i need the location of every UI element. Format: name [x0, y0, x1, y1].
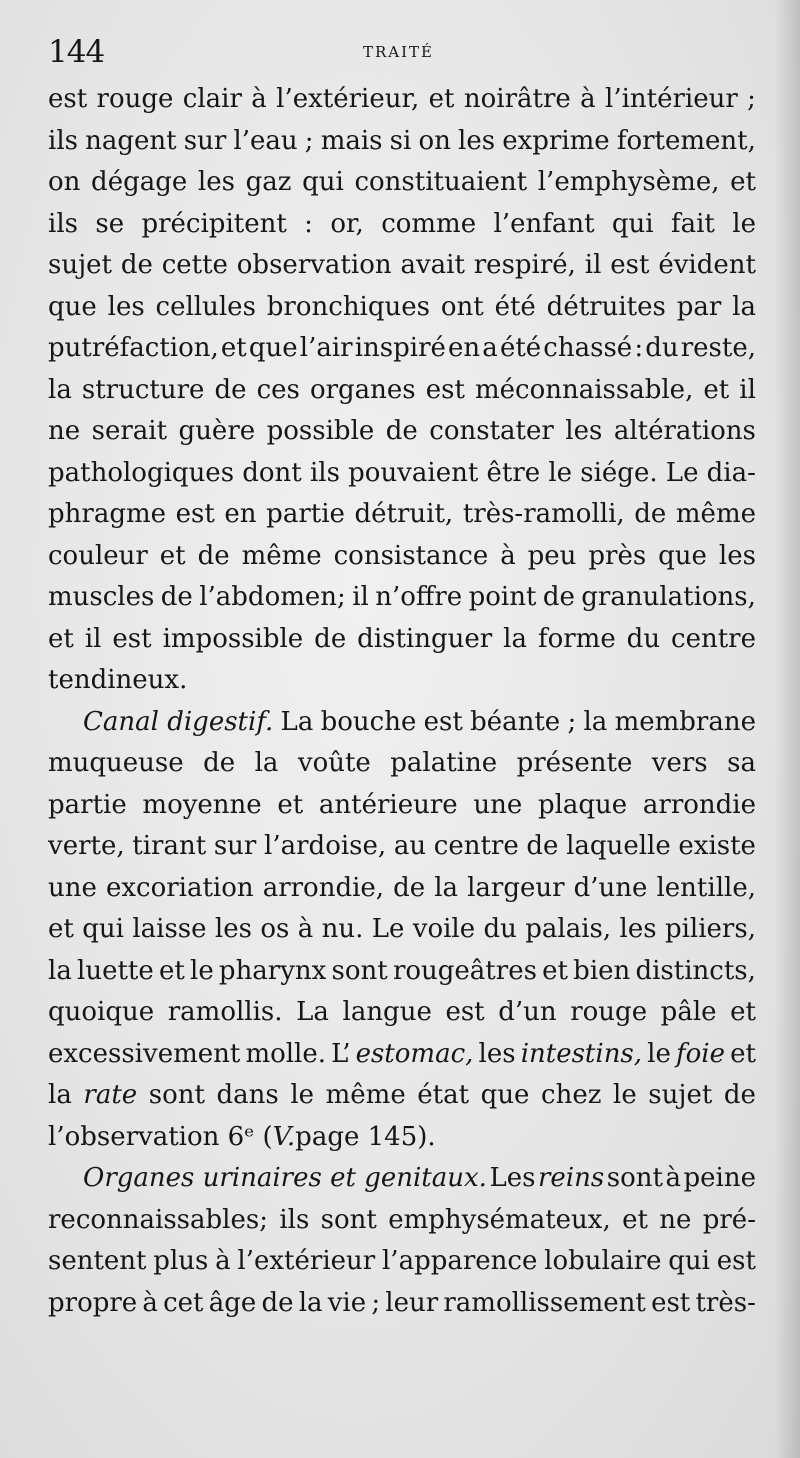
word: sujet [48, 250, 112, 280]
word: si [389, 125, 412, 156]
word: même [675, 499, 756, 529]
word: ils [279, 1204, 310, 1235]
word: les [107, 291, 145, 322]
word: qui [611, 208, 654, 239]
word: rouge [96, 84, 174, 114]
word: est [445, 997, 485, 1027]
word: en [448, 333, 481, 363]
word: évident [658, 250, 756, 280]
word: clair [182, 84, 242, 114]
word: tendineux. [48, 665, 188, 695]
word: excessivement [48, 1038, 241, 1069]
word: altérations [613, 416, 756, 446]
word: d’un [498, 997, 557, 1027]
text-line [48, 411, 756, 453]
word: palais, [525, 914, 612, 944]
word: distincts, [635, 955, 756, 986]
word: de [542, 582, 575, 612]
word: méconnaissable, [474, 374, 694, 405]
word: partie [266, 499, 345, 529]
word: ; [567, 706, 577, 737]
word: antérieure [318, 789, 458, 820]
word: vie [327, 1287, 367, 1318]
word: luette [77, 955, 154, 986]
word: piliers, [664, 914, 756, 944]
word: est [48, 84, 88, 114]
word: putréfaction, [48, 333, 219, 363]
word: point [468, 582, 537, 612]
word: cet [163, 1287, 204, 1318]
word: qui [668, 1246, 710, 1276]
italic-word: rate [83, 1080, 138, 1110]
word: l’extérieur, [276, 84, 420, 114]
word: fait [670, 208, 715, 239]
word: il [352, 582, 369, 612]
text-line [48, 1034, 756, 1076]
text-line [48, 951, 756, 993]
word: forme [537, 623, 616, 654]
word: du [645, 333, 679, 363]
word: existe [678, 831, 756, 861]
text-line [48, 826, 756, 868]
word: est [423, 706, 463, 737]
word: consistance [333, 540, 489, 571]
word: se [95, 208, 125, 239]
word: les [619, 914, 657, 944]
word: reste, [680, 333, 756, 363]
word: le [647, 1038, 671, 1069]
word: l’extérieur [237, 1246, 376, 1276]
word: noirâtre [463, 84, 571, 114]
word: centre [671, 623, 756, 654]
word: bouche [320, 706, 417, 737]
word: pouvaient [348, 457, 479, 488]
word: une [473, 789, 523, 820]
word: à [500, 540, 516, 571]
word: cellules [155, 291, 256, 322]
text-line [48, 619, 756, 661]
word: l’ardoise, [264, 831, 387, 861]
word: très-ramolli, [462, 499, 625, 529]
text-line [48, 79, 756, 121]
word: ces [256, 374, 300, 405]
word: être [486, 457, 541, 488]
word: peine [683, 1163, 756, 1193]
text-line [48, 1200, 756, 1242]
word: molle. [245, 1038, 327, 1069]
word: et [622, 1204, 648, 1235]
word: et [48, 623, 74, 654]
word: dégage [91, 167, 188, 197]
word: sont [606, 1163, 663, 1193]
word: reconnaissables; [48, 1204, 268, 1235]
word: et [703, 374, 730, 405]
word: de [203, 748, 236, 778]
word: état [417, 1080, 470, 1110]
word: est [112, 623, 152, 654]
word: la [48, 1080, 72, 1110]
word: et [277, 789, 304, 820]
text-line [48, 370, 756, 412]
word: l’observation 6ᵉ ( [48, 1121, 273, 1152]
word: été [499, 333, 542, 363]
page-number: 144 [48, 34, 105, 70]
word: membrane [614, 706, 756, 737]
word: béante [470, 706, 561, 737]
text-line [48, 1241, 756, 1283]
word: les [718, 540, 756, 571]
word: il [84, 623, 102, 654]
word: gaz [245, 167, 292, 197]
word: le [613, 1080, 637, 1110]
word: dans [216, 1080, 279, 1110]
word: détruit, [354, 499, 454, 529]
word: chez [541, 1080, 602, 1110]
text-line [48, 536, 756, 578]
word: le [290, 1080, 315, 1110]
word: rougeâtres [392, 955, 537, 986]
word: nagent [85, 125, 177, 156]
word: voûte [297, 748, 371, 778]
word: âge [208, 1287, 257, 1318]
word: de [634, 499, 667, 529]
word: largeur [467, 872, 565, 903]
word: ne [659, 1204, 692, 1235]
word: ils [48, 125, 78, 156]
page-header [0, 32, 800, 72]
word: organes [309, 374, 416, 405]
word: il [739, 374, 756, 405]
word: La [296, 997, 329, 1027]
word: phragme [48, 499, 167, 529]
word: ; [747, 84, 756, 114]
word: structure [81, 374, 205, 405]
word: pré- [702, 1204, 756, 1235]
word: est [175, 499, 215, 529]
word: du [483, 914, 517, 944]
text-line [48, 577, 756, 619]
word: sur [183, 125, 227, 156]
word: le [548, 457, 573, 488]
text-line [48, 785, 756, 827]
word: est [716, 1246, 756, 1276]
word: été [494, 291, 536, 322]
text-line [48, 743, 756, 785]
word: or, [330, 208, 364, 239]
word: de [393, 872, 426, 903]
word: laisse [132, 914, 207, 944]
word: verte, [48, 831, 125, 861]
word: vers [651, 748, 708, 778]
word: lentille, [656, 872, 756, 903]
word: l’intérieur [605, 84, 738, 114]
word: et [159, 540, 186, 571]
word: quoique [48, 997, 155, 1027]
text-line [48, 204, 756, 246]
word: à [665, 1163, 681, 1193]
word: lobulaire [544, 1246, 662, 1276]
word: La [280, 706, 314, 737]
word: à [251, 84, 267, 114]
word: arrondie, [262, 872, 385, 903]
running-title: TRAITÉ [363, 43, 435, 61]
word: détruites [546, 291, 666, 322]
word: page 145). [295, 1121, 436, 1152]
word: sont [331, 955, 388, 986]
word: ; [371, 1287, 381, 1318]
word: bronchiques [266, 291, 430, 322]
word: d’une [573, 872, 648, 903]
word: chassé [543, 333, 633, 363]
word: mais [320, 125, 383, 156]
text-line [48, 1075, 756, 1117]
word: que [480, 1080, 530, 1110]
word: on [48, 167, 81, 197]
word: comme [381, 208, 477, 239]
word: rouge [570, 997, 648, 1027]
word: cette [161, 250, 228, 280]
word: guère [178, 416, 256, 446]
word: près [588, 540, 647, 571]
page-body-text [48, 79, 756, 1324]
word: la [503, 623, 527, 654]
word: même [241, 540, 322, 571]
word: granulations, [581, 582, 756, 612]
word: leur [385, 1287, 439, 1318]
word: sont [320, 1204, 377, 1235]
word: laquelle [566, 831, 671, 861]
word: inspiré [354, 333, 446, 363]
italic-word: intestins, [520, 1038, 643, 1069]
word: a [482, 333, 498, 363]
text-line [48, 1283, 756, 1325]
word: présente [516, 748, 633, 778]
word: par [676, 291, 722, 322]
word: est [610, 250, 650, 280]
word: le [732, 208, 756, 239]
word: possible [266, 416, 375, 446]
word: propre [48, 1287, 138, 1318]
word: ramollissement [443, 1287, 646, 1318]
word: palatine [390, 748, 498, 778]
italic-word: Canal digestif. [83, 706, 274, 737]
word: à [142, 1287, 158, 1318]
text-line [48, 868, 756, 910]
word: : [304, 208, 313, 239]
word: avait [400, 250, 465, 280]
word: de [120, 250, 153, 280]
word: et [730, 1038, 756, 1069]
word: arrondie [642, 789, 756, 820]
word: il [584, 250, 602, 280]
word: l’abdomen; [199, 582, 346, 612]
word: les [478, 1038, 516, 1069]
word: on [418, 125, 451, 156]
word: impossible [162, 623, 304, 654]
word: qui [302, 167, 344, 197]
word: partie [48, 789, 127, 820]
word: centre [433, 831, 519, 861]
word: sa [727, 748, 756, 778]
word: de [314, 623, 347, 654]
word: siége. [580, 457, 658, 488]
word: muscles [48, 582, 155, 612]
word: os [260, 914, 290, 944]
word: pathologiques [48, 457, 235, 488]
word: serait [91, 416, 168, 446]
word: exprime [502, 125, 610, 156]
word: de [723, 1080, 756, 1110]
word: le [190, 955, 214, 986]
word: de [526, 831, 559, 861]
word: observation [236, 250, 392, 280]
word: les [458, 125, 496, 156]
word: ramollis. [167, 997, 283, 1027]
word: langue [342, 997, 432, 1027]
text-line [48, 453, 756, 495]
word: dont [242, 457, 302, 488]
word: et [730, 167, 756, 197]
word: moyenne [142, 789, 262, 820]
word: Les [489, 1163, 536, 1193]
text-line [48, 702, 756, 744]
word: et [48, 914, 74, 944]
word: pharynx [218, 955, 327, 986]
text-line [48, 494, 756, 536]
word: l’emphysème, [537, 167, 720, 197]
word: une [48, 872, 97, 903]
word: constater [429, 416, 554, 446]
word: de [261, 1287, 294, 1318]
italic-word: V. [272, 1121, 296, 1152]
word: les [197, 167, 235, 197]
word: ils [48, 208, 78, 239]
word: au [393, 831, 427, 861]
word: que [48, 291, 97, 322]
word: la [298, 1287, 323, 1318]
text-line [48, 245, 756, 287]
word: peu [527, 540, 577, 571]
word: les [565, 416, 603, 446]
word: bien [573, 955, 631, 986]
word: et [730, 997, 756, 1027]
word: la [48, 955, 72, 986]
word: sur [213, 831, 257, 861]
word: ils [309, 457, 340, 488]
word: du [626, 623, 661, 654]
word: ; [304, 125, 314, 156]
italic-word: estomac, [355, 1038, 474, 1069]
text-line [48, 992, 756, 1034]
word: la [434, 872, 459, 903]
word: n’offre [375, 582, 463, 612]
word: tirant [132, 831, 207, 861]
word: emphysémateux, [388, 1204, 611, 1235]
word: la [583, 706, 608, 737]
word: constituaient [354, 167, 528, 197]
word: qui [82, 914, 124, 944]
word: l’eau [233, 125, 298, 156]
word: l’enfant [493, 208, 595, 239]
word: à [297, 914, 314, 944]
italic-word: reins [537, 1163, 605, 1193]
word: voile [412, 914, 476, 944]
word: : [634, 333, 644, 363]
text-line [48, 660, 756, 702]
word: nu. [321, 914, 364, 944]
word: muqueuse [48, 748, 184, 778]
word: L’ [331, 1038, 351, 1069]
italic-word: Organes urinaires et genitaux. [83, 1163, 487, 1193]
text-line [48, 1117, 756, 1159]
word: l’apparence [381, 1246, 538, 1276]
word: très- [695, 1287, 756, 1318]
word: de [197, 540, 230, 571]
word: la [48, 374, 72, 405]
text-line [48, 162, 756, 204]
word: ont [440, 291, 484, 322]
word: la [732, 291, 756, 322]
word: à [215, 1246, 231, 1276]
word: respiré, [473, 250, 576, 280]
word: couleur [48, 540, 148, 571]
word: plus [153, 1246, 209, 1276]
word: précipitent [141, 208, 287, 239]
text-line [48, 121, 756, 163]
word: dia- [706, 457, 756, 488]
word: en [224, 499, 257, 529]
word: sentent [48, 1246, 147, 1276]
word: ne [48, 416, 81, 446]
word: l’air [299, 333, 353, 363]
text-line [48, 909, 756, 951]
word: et [428, 84, 455, 114]
word: la [254, 748, 279, 778]
word: fortement, [616, 125, 756, 156]
word: à [580, 84, 596, 114]
text-line [48, 328, 756, 370]
word: même [325, 1080, 406, 1110]
word: les [214, 914, 252, 944]
word: que [658, 540, 707, 571]
word: est [651, 1287, 691, 1318]
word: de [385, 416, 418, 446]
word: et [220, 333, 247, 363]
word: de [214, 374, 247, 405]
word: Le [371, 914, 405, 944]
word: plaque [537, 789, 628, 820]
word: Le [665, 457, 699, 488]
word: distinguer [357, 623, 493, 654]
word: est [425, 374, 465, 405]
word: que [248, 333, 298, 363]
word: et [542, 955, 568, 986]
word: de [160, 582, 193, 612]
italic-word: foie [676, 1038, 725, 1069]
word: excoriation [105, 872, 254, 903]
word: sont [148, 1080, 205, 1110]
text-line [48, 287, 756, 329]
text-line [48, 1158, 756, 1200]
word: et [158, 955, 185, 986]
word: pâle [660, 997, 717, 1027]
word: sujet [648, 1080, 713, 1110]
